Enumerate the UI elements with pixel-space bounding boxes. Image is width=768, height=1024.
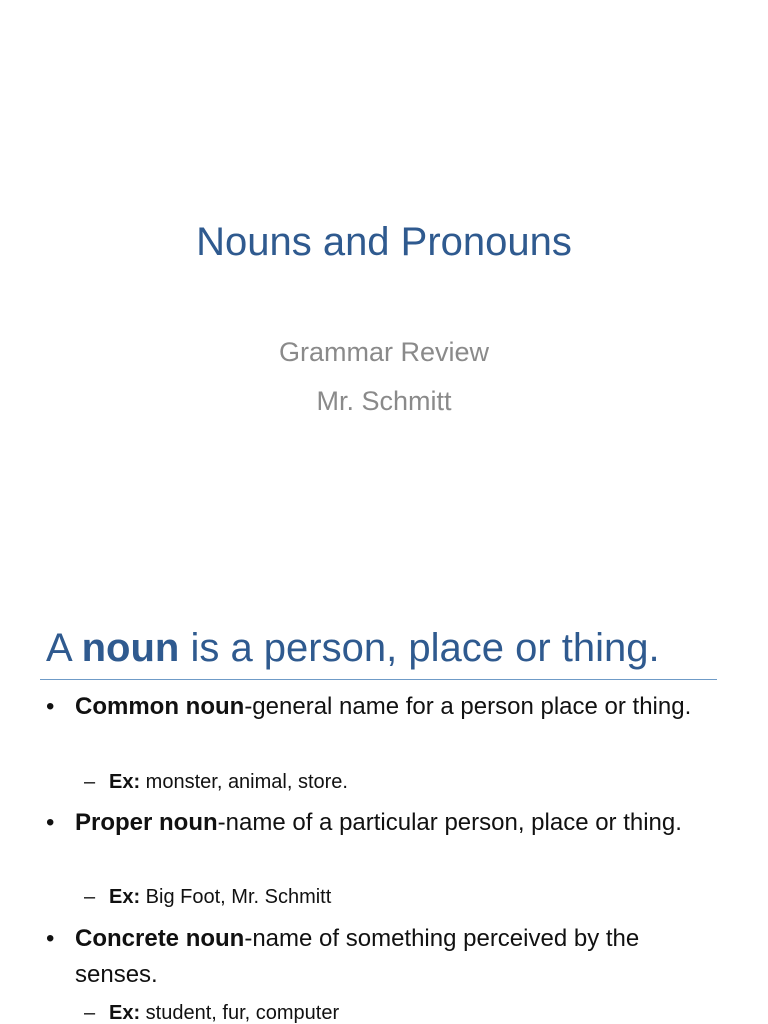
example-label: Ex:	[109, 1002, 141, 1024]
slide-subtitle-course: Grammar Review	[278, 337, 490, 367]
heading-bold-term: noun	[81, 626, 180, 670]
sub-bullet-example	[84, 883, 704, 911]
sub-bullet-example	[84, 999, 704, 1024]
bullet-term: Common noun	[75, 693, 245, 720]
bullet-definition: -name of something perceived by the senses.	[75, 925, 640, 988]
bullet-term: Proper noun	[75, 809, 218, 836]
slide-title: Nouns and Pronouns	[196, 220, 572, 264]
example-label: Ex:	[109, 886, 141, 908]
dash-icon: –	[84, 771, 96, 793]
bullet-item-proper-noun	[46, 805, 716, 841]
slide-subtitle-author: Mr. Schmitt	[316, 386, 452, 416]
heading-divider	[40, 679, 717, 680]
section-heading	[46, 620, 660, 676]
heading-suffix: is a person, place or thing.	[179, 626, 660, 670]
sub-bullet-example	[84, 768, 704, 796]
bullet-dot-icon: •	[46, 925, 55, 952]
example-text: Big Foot, Mr. Schmitt	[140, 886, 332, 908]
bullet-definition: -general name for a person place or thing.	[244, 693, 692, 720]
bullet-term: Concrete noun	[75, 925, 245, 952]
bullet-text	[75, 689, 716, 725]
bullet-dot-icon: •	[46, 693, 55, 720]
example-text: student, fur, computer	[140, 1002, 340, 1024]
example-label: Ex:	[109, 771, 141, 793]
bullet-definition: -name of a particular person, place or thing.	[217, 809, 682, 836]
dash-icon: –	[84, 1002, 96, 1024]
bullet-item-common-noun	[46, 689, 716, 725]
bullet-text	[75, 921, 716, 993]
dash-icon: –	[84, 886, 96, 908]
bullet-item-concrete-noun	[46, 921, 716, 993]
bullet-dot-icon: •	[46, 809, 55, 836]
bullet-text	[75, 805, 716, 841]
heading-prefix: A	[46, 626, 82, 670]
example-text: monster, animal, store.	[140, 771, 348, 793]
